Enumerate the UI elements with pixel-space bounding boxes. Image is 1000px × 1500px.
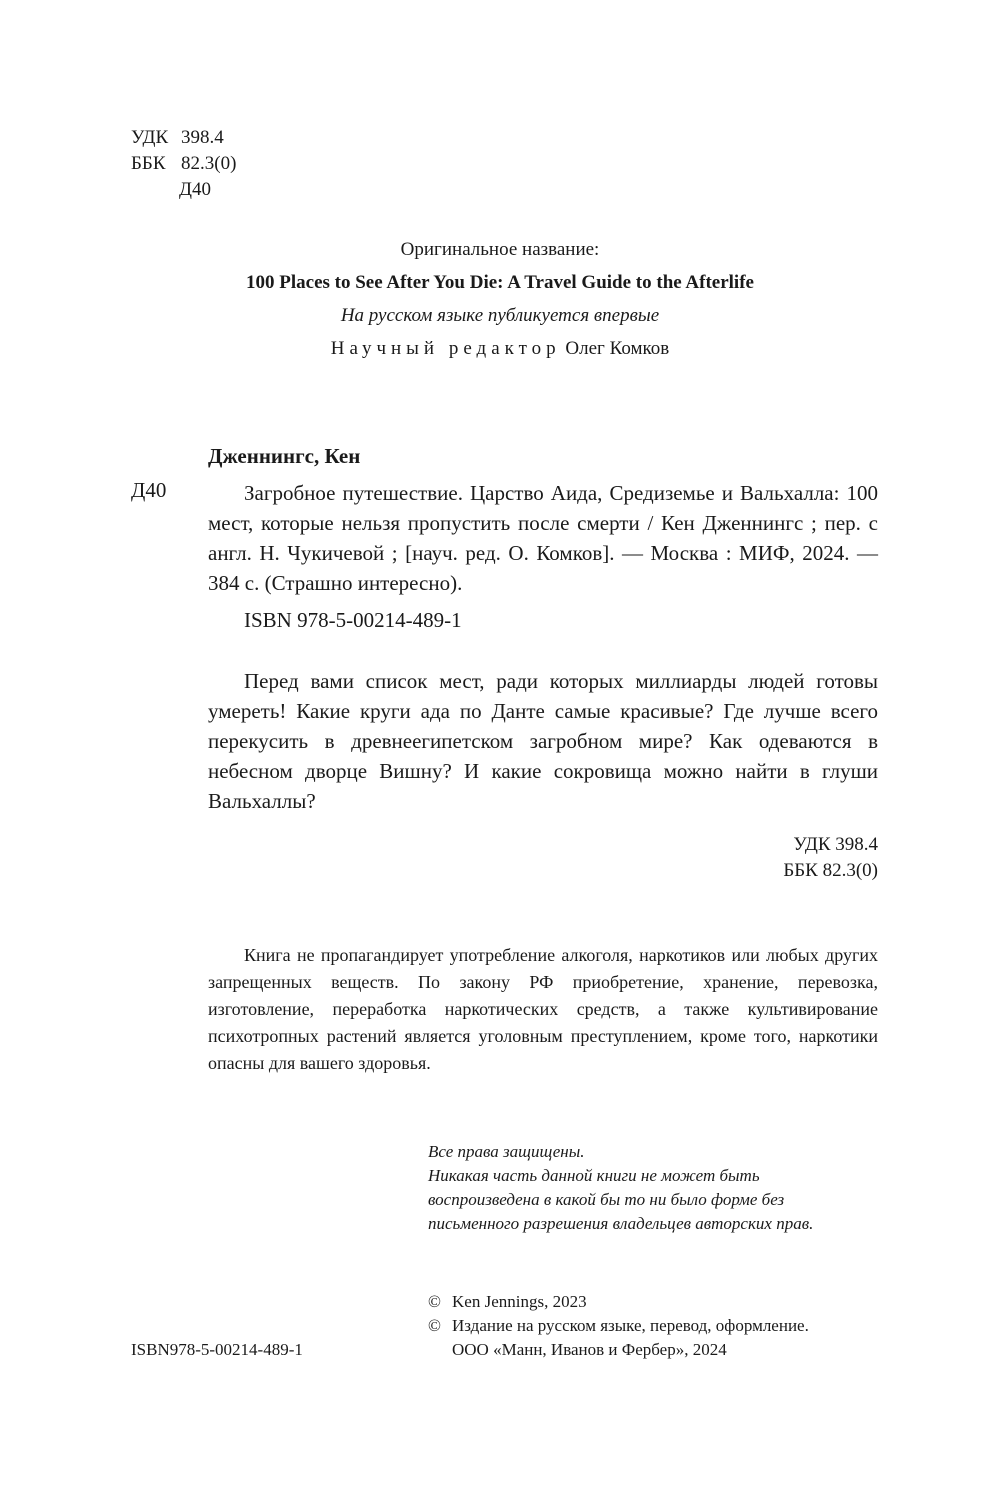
- copyright-line-3: ООО «Манн, Иванов и Фербер», 2024: [452, 1340, 727, 1359]
- classification-bottom: [783, 832, 878, 884]
- rights-text: Никакая часть данной книги не может быть воспроизведена в какой бы то ни было форме без письменного разрешения владельцев авторских прав.: [428, 1166, 814, 1233]
- bbk-label: ББК: [131, 153, 166, 174]
- udk-bottom: УДК 398.4: [793, 834, 878, 855]
- copyright-line-2: Издание на русском языке, перевод, оформление.: [452, 1316, 809, 1335]
- scientific-editor: [0, 332, 1000, 365]
- rights-line: Все права защищены.: [428, 1142, 585, 1161]
- author-code: Д40: [179, 179, 211, 200]
- bibliographic-description: Загробное путешествие. Царство Аида, Средиземье и Вальхалла: 100 мест, которые нельзя пропустить после смерти / Кен Дженнингс ; пер. с англ. Н. Чукичевой ; [науч. ред. О. Комков]. — Москва : МИФ, 2024. — 384 с. (Страшно интересно).: [208, 481, 878, 595]
- copyright-icon: ©: [428, 1292, 441, 1311]
- classification-block: [131, 125, 236, 203]
- legal-warning: Книга не пропагандирует употребление алкоголя, наркотиков или любых других запрещенных веществ. По закону РФ приобретение, хранение, перевозка, изготовление, переработка наркотических средств, а также культивирование психотропных растений является уголовным преступлением, кроме того, наркотики опасны для вашего здоровья.: [208, 945, 878, 1073]
- copyright-line-1: Ken Jennings, 2023: [452, 1292, 587, 1311]
- bbk-bottom: ББК 82.3(0): [783, 860, 878, 881]
- udk-value: 398.4: [181, 127, 224, 148]
- annotation: Перед вами список мест, ради которых миллиарды людей готовы умереть! Какие круги ада по Данте самые красивые? Где лучше всего перекусить в древнеегипетском загробном мире? Как одеваются в небесном дворце Вишну? И какие сокровища можно найти в глуши Вальхаллы?: [208, 669, 878, 813]
- copyright-block: [428, 1290, 809, 1362]
- udk-label: УДК: [131, 127, 169, 148]
- original-title-block: [0, 233, 1000, 365]
- author-heading: Дженнингс, Кен: [208, 444, 361, 468]
- rights-notice: [428, 1140, 833, 1236]
- editor-role: Научный редактор: [330, 338, 561, 359]
- first-publication-note: На русском языке публикуется впервые: [340, 305, 660, 326]
- copyright-icon: ©: [428, 1316, 441, 1335]
- isbn-bottom: ISBN978-5-00214-489-1: [131, 1340, 303, 1359]
- original-title: 100 Places to See After You Die: A Travel Guide to the Afterlife: [246, 272, 754, 293]
- record-code: Д40: [131, 478, 167, 502]
- isbn: ISBN 978-5-00214-489-1: [244, 608, 462, 632]
- original-label: Оригинальное название:: [400, 239, 600, 260]
- bbk-value: 82.3(0): [181, 153, 237, 174]
- editor-name: Олег Комков: [565, 338, 670, 359]
